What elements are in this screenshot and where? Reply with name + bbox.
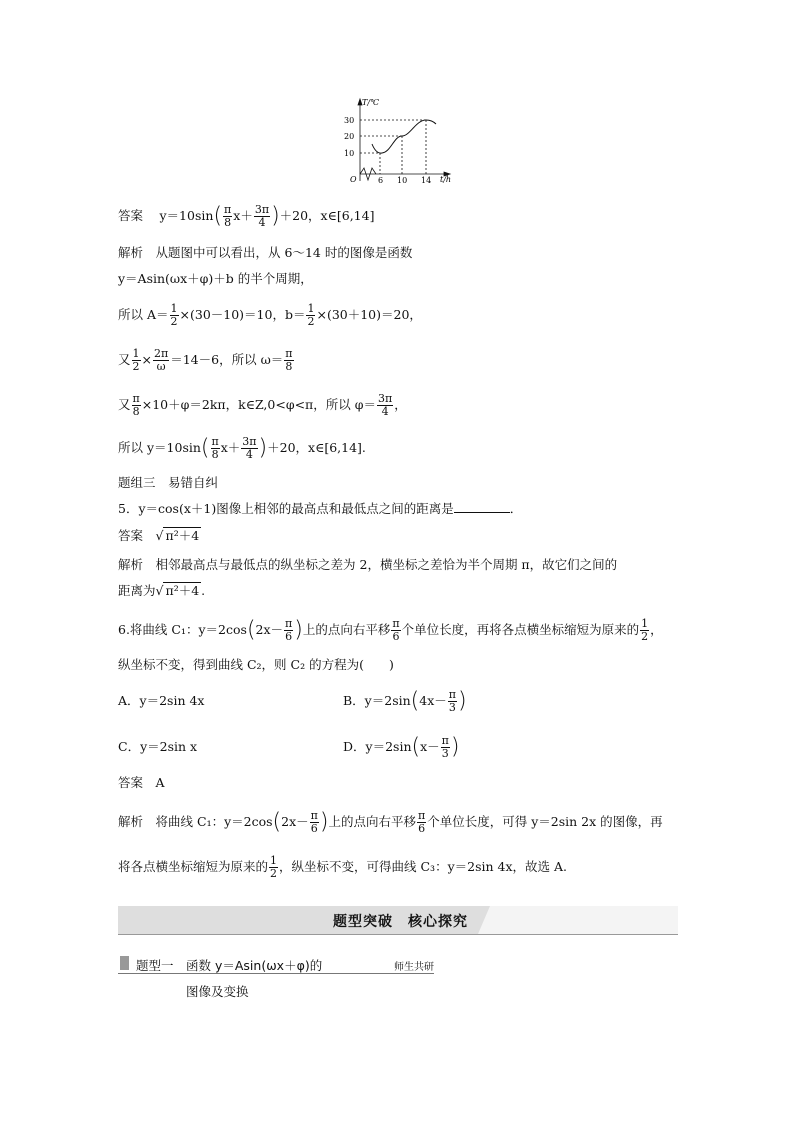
frac-num: 3π [242, 435, 257, 448]
option-text: 4x－ [419, 693, 447, 708]
analysis-text: 相邻最高点与最低点的纵坐标之差为 2，横坐标之差恰为半个周期 π，故它们之间的 [155, 557, 618, 572]
q6-option-c [118, 738, 197, 756]
frac-den: 2 [641, 630, 649, 643]
section-title: 题型突破 核心探究 [333, 914, 468, 930]
analysis-line-6: 所以 y＝10sin( $\frac{\pi}{8}$ x＋ $\frac{3\pi}{4}$ )＋20，x∈[6,14]. [118, 435, 366, 461]
analysis-text: π²＋4 [165, 583, 200, 598]
analysis-text: . [201, 583, 206, 598]
frac-num: π [211, 435, 219, 448]
frac-num: 1 [170, 302, 178, 315]
analysis-text: 个单位长度，可得 y＝2sin 2x 的图像，再 [427, 814, 663, 829]
frac-num: π [224, 203, 232, 216]
analysis-text: 2x－ [281, 814, 309, 829]
analysis-label: 解析 [118, 814, 144, 829]
q5-analysis-1 [118, 556, 617, 574]
y-tick: 10 [344, 149, 355, 158]
frac-den: 2 [270, 867, 278, 880]
frac-num: 1 [132, 347, 140, 360]
analysis-text: ×(30－10)＝10，b＝ [179, 307, 306, 322]
frac-den: 8 [224, 216, 232, 229]
topic-title-continued: 图像及变换 [186, 984, 249, 999]
option-text: A．y＝2sin 4x [118, 693, 205, 708]
frac-den: 4 [258, 216, 266, 229]
section-header [118, 906, 678, 935]
analysis-text: ， [394, 397, 407, 412]
analysis-text: ×(30＋10)＝20， [316, 307, 422, 322]
y-tick: 30 [344, 116, 355, 125]
frac-den: 4 [381, 405, 389, 418]
frac-den: 6 [418, 822, 426, 835]
x-axis-label: t/h [440, 175, 452, 184]
bookmark-icon [120, 956, 129, 970]
q6-option-a [118, 692, 204, 710]
section-header-decoration [478, 906, 678, 934]
temperature-graph [336, 96, 456, 186]
question-text: 上的点向右平移 [302, 622, 391, 637]
question-text: ， [650, 622, 663, 637]
option-text: C．y＝2sin x [118, 739, 198, 754]
analysis-line-4 [118, 348, 295, 373]
q5-analysis-2: 距离为√ π²＋4 . [118, 583, 206, 598]
analysis-text: y＝Asin(ωx＋φ)＋b 的半个周期， [118, 271, 313, 286]
answer-label: 答案 [118, 775, 144, 790]
frac-den: 8 [211, 448, 219, 461]
analysis-text: 从题图中可以看出，从 6～14 时的图像是函数 [155, 245, 413, 260]
y-tick: 20 [344, 132, 355, 141]
frac-den: 2 [170, 315, 178, 328]
option-text: B．y＝2sin [343, 693, 411, 708]
q6-analysis-1: 解析 将曲线 C₁：y＝2cos(2x－ $\frac{\pi}{6}$ )上的点向右平移 $\frac{\pi}{6}$ 个单位长度，可得 y＝2sin 2x 的图像，再 [118, 809, 663, 835]
answer-value: π²＋4 [165, 528, 200, 543]
topic-heading [118, 956, 434, 974]
topic-tag: 师生共研 [394, 962, 434, 973]
analysis-text: ×10＋φ＝2kπ，k∈Z,0<φ<π，所以 φ＝ [141, 397, 376, 412]
frac-num: π [392, 617, 400, 630]
formula-text: x＋ [233, 208, 253, 223]
x-tick: 14 [421, 176, 432, 185]
frac-den: 3 [448, 701, 456, 714]
answer-label: 答案 [118, 528, 144, 543]
analysis-label: 解析 [118, 557, 144, 572]
question-text: 个单位长度，再将各点横坐标缩短为原来的 [401, 622, 640, 637]
q6-answer [118, 774, 165, 792]
analysis-text: 所以 A＝ [118, 307, 169, 322]
x-tick: 10 [397, 176, 408, 185]
analysis-text: ＝14－6，所以 ω＝ [170, 352, 284, 367]
frac-den: 6 [392, 630, 400, 643]
answer-line-1: 答案 y＝10sin( $\frac{\pi}{8}$ x＋ $\frac{3\pi}{4}$ )＋20，x∈[6,14] [118, 203, 375, 229]
analysis-line-3 [118, 303, 422, 328]
frac-num: π [418, 809, 426, 822]
frac-num: π [132, 392, 140, 405]
analysis-text: 将曲线 C₁：y＝2cos [155, 814, 273, 829]
frac-num: 2π [154, 347, 169, 360]
analysis-line-2 [118, 270, 313, 288]
analysis-line-5 [118, 393, 407, 418]
q5-answer: 答案 √ π²＋4 [118, 528, 200, 543]
q6-option-d: D．y＝2sin(x－ $\frac{\pi}{3}$ ) [343, 734, 460, 760]
frac-num: π [448, 688, 457, 701]
group-title: 题组三 易错自纠 [118, 475, 219, 490]
frac-den: 8 [285, 360, 293, 373]
y-axis-label: T/℃ [362, 98, 379, 107]
analysis-line-1 [118, 244, 412, 262]
analysis-text: x＋ [220, 440, 241, 455]
group-heading [118, 474, 218, 492]
analysis-text: 将各点横坐标缩短为原来的 [118, 859, 269, 874]
analysis-text: 所以 y＝10sin [118, 440, 201, 455]
frac-den: 8 [132, 405, 140, 418]
q6-option-b: B．y＝2sin(4x－ $\frac{\pi}{3}$ ) [343, 688, 467, 714]
frac-den: 2 [132, 360, 140, 373]
question-text: 6.将曲线 C₁：y＝2cos [118, 622, 247, 637]
analysis-label: 解析 [118, 245, 144, 260]
frac-den: 6 [310, 822, 318, 835]
frac-num: π [285, 347, 293, 360]
frac-den: 3 [441, 747, 449, 760]
origin-label: O [350, 175, 357, 184]
analysis-text: ，纵坐标不变，可得曲线 C₃：y＝2sin 4x，故选 A. [279, 859, 567, 874]
formula-text: ＋20，x∈[6,14] [279, 208, 375, 223]
answer-blank [454, 500, 510, 513]
option-text: D．y＝2sin [343, 739, 412, 754]
analysis-text: ＋20，x∈[6,14]. [267, 440, 366, 455]
topic-title: 题型一 函数 y＝Asin(ωx＋φ)的 [136, 958, 323, 973]
question-text: ． [509, 501, 523, 516]
question-text: 5．y＝cos(x＋1)图像上相邻的最高点和最低点之间的距离是 [118, 501, 454, 516]
frac-den: 6 [285, 630, 293, 643]
formula-text: y＝10sin [159, 208, 214, 223]
q5-stem [118, 500, 522, 518]
q6-analysis-2 [118, 855, 567, 880]
frac-num: 3π [378, 392, 393, 405]
q6-stem-2 [118, 656, 394, 674]
frac-den: 4 [245, 448, 253, 461]
answer-value: A [155, 775, 165, 790]
question-text: 纵坐标不变，得到曲线 C₂，则 C₂ 的方程为( ) [118, 657, 394, 672]
analysis-text: 距离为 [118, 583, 156, 598]
analysis-text: 又 [118, 397, 131, 412]
frac-num: 1 [270, 854, 278, 867]
frac-num: 1 [307, 302, 315, 315]
frac-num: 1 [641, 617, 649, 630]
question-text: 2x－ [255, 622, 284, 637]
frac-num: π [285, 617, 293, 630]
frac-den: ω [156, 360, 166, 373]
q6-stem-1: 6.将曲线 C₁：y＝2cos(2x－ $\frac{\pi}{6}$ )上的点向右平移 $\frac{\pi}{6}$ 个单位长度，再将各点横坐标缩短为原来的 $\frac{1}{2}$ ， [118, 617, 663, 643]
analysis-text: 又 [118, 352, 131, 367]
frac-num: π [441, 734, 449, 747]
frac-num: 3π [254, 203, 270, 216]
frac-num: π [310, 809, 318, 822]
analysis-text: × [141, 352, 152, 367]
x-tick: 6 [378, 176, 384, 185]
frac-den: 2 [307, 315, 315, 328]
analysis-text: 上的点向右平移 [328, 814, 416, 829]
option-text: x－ [420, 739, 440, 754]
answer-label: 答案 [118, 208, 144, 223]
